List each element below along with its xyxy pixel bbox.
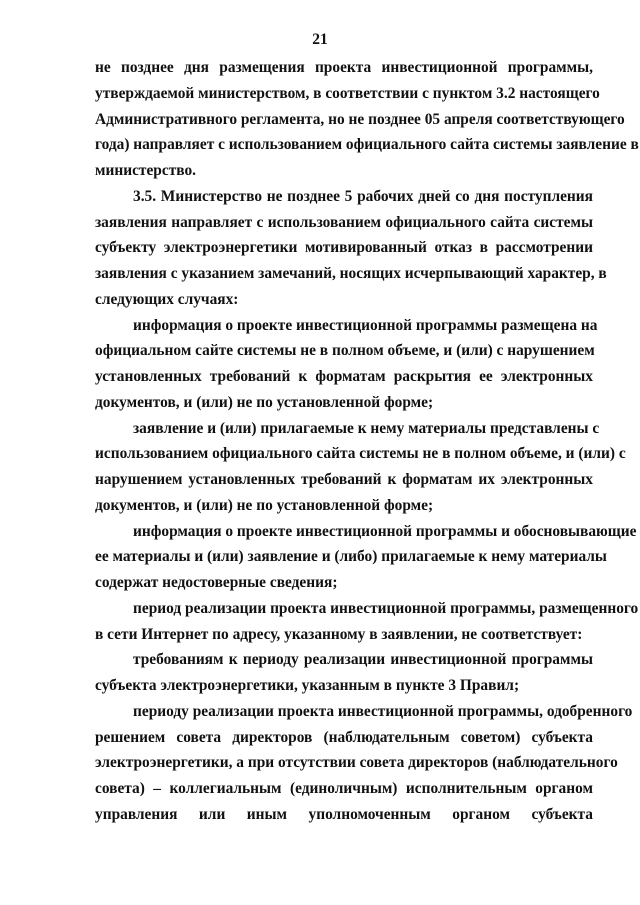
text-line: министерство. xyxy=(95,162,197,179)
paragraph xyxy=(95,647,593,699)
text-line: года) направляет с использованием официального сайта системы заявление в xyxy=(95,136,639,154)
text-line: периоду реализации проекта инвестиционной программы, одобренного xyxy=(133,702,633,720)
page-number: 21 xyxy=(312,31,328,48)
text-line: заявления направляет с использованием официального сайта системы xyxy=(95,213,593,231)
text-line: решением совета директоров (наблюдательным советом) субъекта xyxy=(95,728,593,746)
text-line: период реализации проекта инвестиционной программы, размещенного xyxy=(133,599,639,617)
text-line: заявления с указанием замечаний, носящих исчерпывающий характер, в xyxy=(95,265,607,282)
paragraph xyxy=(95,596,639,648)
paragraph xyxy=(95,184,607,313)
text-line: субъекта электроэнергетики, указанным в пункте 3 Правил; xyxy=(95,677,520,694)
text-line: информация о проекте инвестиционной программы размещена на xyxy=(133,316,598,334)
text-line: информация о проекте инвестиционной программы и обосновывающие xyxy=(133,522,637,540)
text-line: электроэнергетики, а при отсутствии совета директоров (наблюдательного xyxy=(95,754,618,772)
text-line: управления или иным уполномоченным органом субъекта xyxy=(95,805,593,823)
text-line: требованиям к периоду реализации инвестиционной программы xyxy=(133,651,593,669)
text-line: следующих случаях: xyxy=(95,290,239,308)
text-line: документов, и (или) не по установленной форме; xyxy=(95,496,434,514)
text-line: Административного регламента, но не позднее 05 апреля соответствующего xyxy=(95,110,625,128)
paragraph xyxy=(95,55,639,184)
text-line: субъекту электроэнергетики мотивированный отказ в рассмотрении xyxy=(95,239,593,257)
text-line: заявление и (или) прилагаемые к нему материалы представлены с xyxy=(133,419,600,437)
text-line: не позднее дня размещения проекта инвестиционной программы, xyxy=(95,59,593,76)
text-line: использованием официального сайта системы не в полном объеме, и (или) с xyxy=(95,445,626,463)
paragraph xyxy=(95,416,626,519)
text-line: нарушением установленных требований к форматам их электронных xyxy=(95,471,593,488)
text-line: ее материалы и (или) заявление и (либо) прилагаемые к нему материалы xyxy=(95,548,607,566)
text-line: в сети Интернет по адресу, указанному в заявлении, не соответствует: xyxy=(95,625,583,643)
text-line: утверждаемой министерством, в соответствии с пунктом 3.2 настоящего xyxy=(95,84,600,102)
text-line: официальном сайте системы не в полном объеме, и (или) с нарушением xyxy=(95,342,595,360)
paragraph xyxy=(95,519,637,596)
text-line: совета) – коллегиальным (единоличным) исполнительным органом xyxy=(95,780,593,797)
paragraph xyxy=(95,313,598,416)
text-line: документов, и (или) не по установленной форме; xyxy=(95,393,434,411)
text-line: 3.5. Министерство не позднее 5 рабочих дней со дня поступления xyxy=(133,187,593,205)
paragraph xyxy=(95,699,633,828)
document-body xyxy=(95,55,639,828)
text-line: установленных требований к форматам раскрытия ее электронных xyxy=(95,368,593,385)
text-line: содержат недостоверные сведения; xyxy=(95,574,338,591)
